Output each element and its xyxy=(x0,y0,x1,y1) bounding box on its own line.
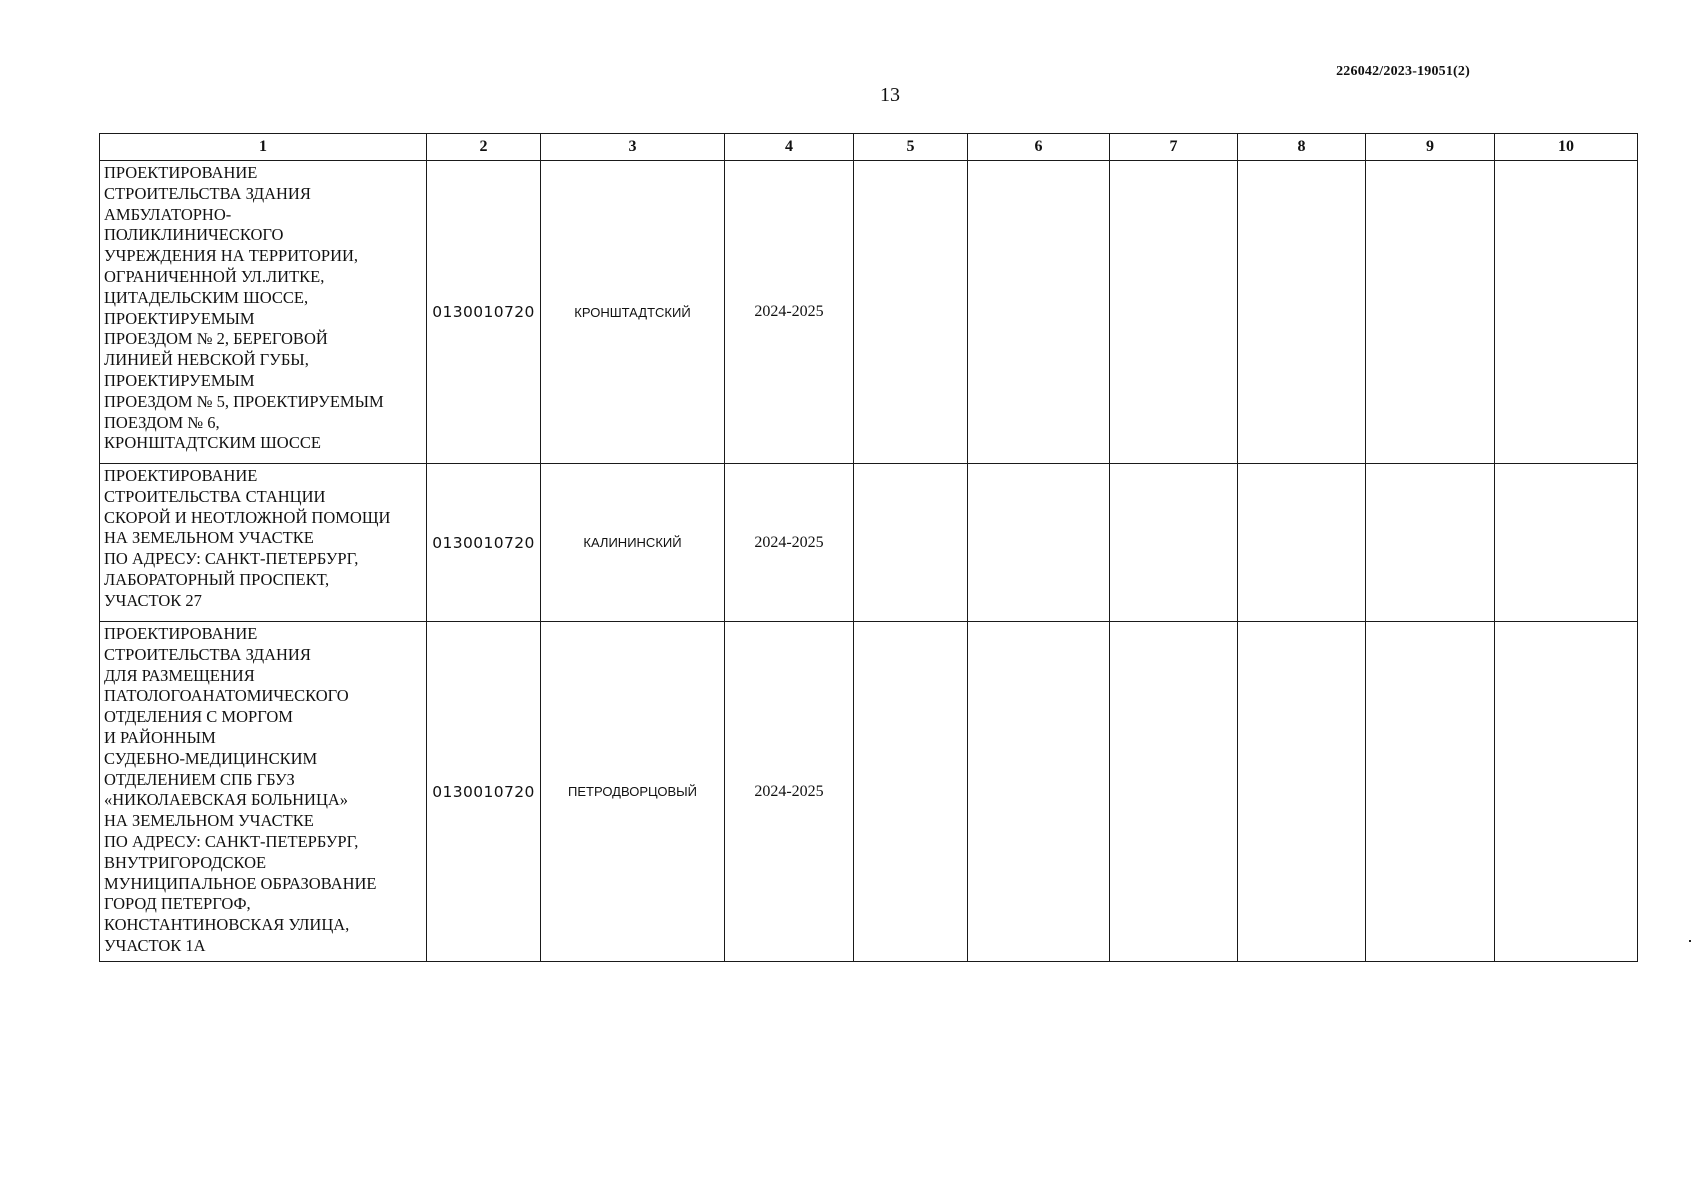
table-header-row xyxy=(100,134,1638,161)
empty-cell xyxy=(1495,464,1638,622)
column-header: 7 xyxy=(1110,134,1238,161)
period-cell: 2024-2025 xyxy=(725,464,854,622)
empty-cell xyxy=(1495,161,1638,464)
document-id: 226042/2023-19051(2) xyxy=(1336,64,1470,79)
budget-code-cell: 0130010720 xyxy=(427,464,541,622)
empty-cell xyxy=(854,161,968,464)
empty-cell xyxy=(1238,464,1366,622)
empty-cell xyxy=(1366,464,1495,622)
project-name-cell: ПРОЕКТИРОВАНИЕ СТРОИТЕЛЬСТВА СТАНЦИИ СКОРОЙ И НЕОТЛОЖНОЙ ПОМОЩИ НА ЗЕМЕЛЬНОМ УЧАСТКЕ ПО АДРЕСУ: САНКТ-ПЕТЕРБУРГ, ЛАБОРАТОРНЫЙ ПРОСПЕКТ, УЧАСТОК 27 xyxy=(100,464,427,622)
project-name-cell: ПРОЕКТИРОВАНИЕ СТРОИТЕЛЬСТВА ЗДАНИЯ АМБУЛАТОРНО- ПОЛИКЛИНИЧЕСКОГО УЧРЕЖДЕНИЯ НА ТЕРРИТОРИИ, ОГРАНИЧЕННОЙ УЛ.ЛИТКЕ, ЦИТАДЕЛЬСКИМ ШОССЕ, ПРОЕКТИРУЕМЫМ ПРОЕЗДОМ № 2, БЕРЕГОВОЙ ЛИНИЕЙ НЕВСКОЙ ГУБЫ, ПРОЕКТИРУЕМЫМ ПРОЕЗДОМ № 5, ПРОЕКТИРУЕМЫМ ПОЕЗДОМ № 6, КРОНШТАДТСКИМ ШОССЕ xyxy=(100,161,427,464)
empty-cell xyxy=(968,161,1110,464)
column-header: 10 xyxy=(1495,134,1638,161)
empty-cell xyxy=(854,464,968,622)
column-header: 2 xyxy=(427,134,541,161)
table-row xyxy=(100,464,1638,622)
column-header: 3 xyxy=(541,134,725,161)
district-cell: КРОНШТАДТСКИЙ xyxy=(541,161,725,464)
period-cell: 2024-2025 xyxy=(725,161,854,464)
empty-cell xyxy=(968,622,1110,962)
empty-cell xyxy=(854,622,968,962)
column-header: 6 xyxy=(968,134,1110,161)
column-header: 8 xyxy=(1238,134,1366,161)
empty-cell xyxy=(1110,161,1238,464)
empty-cell xyxy=(1366,161,1495,464)
district-cell: КАЛИНИНСКИЙ xyxy=(541,464,725,622)
table-row xyxy=(100,161,1638,464)
district-cell: ПЕТРОДВОРЦОВЫЙ xyxy=(541,622,725,962)
scan-mark xyxy=(1689,940,1691,942)
budget-code-cell: 0130010720 xyxy=(427,622,541,962)
budget-code-cell: 0130010720 xyxy=(427,161,541,464)
column-header: 5 xyxy=(854,134,968,161)
empty-cell xyxy=(1110,464,1238,622)
table-row xyxy=(100,622,1638,962)
column-header: 9 xyxy=(1366,134,1495,161)
column-header: 1 xyxy=(100,134,427,161)
empty-cell xyxy=(1366,622,1495,962)
period-cell: 2024-2025 xyxy=(725,622,854,962)
column-header: 4 xyxy=(725,134,854,161)
empty-cell xyxy=(1110,622,1238,962)
empty-cell xyxy=(1238,622,1366,962)
empty-cell xyxy=(1238,161,1366,464)
page-number: 13 xyxy=(880,84,900,106)
empty-cell xyxy=(968,464,1110,622)
project-name-cell: ПРОЕКТИРОВАНИЕ СТРОИТЕЛЬСТВА ЗДАНИЯ ДЛЯ РАЗМЕЩЕНИЯ ПАТОЛОГОАНАТОМИЧЕСКОГО ОТДЕЛЕНИЯ С МОРГОМ И РАЙОННЫМ СУДЕБНО-МЕДИЦИНСКИМ ОТДЕЛЕНИЕМ СПБ ГБУЗ «НИКОЛАЕВСКАЯ БОЛЬНИЦА» НА ЗЕМЕЛЬНОМ УЧАСТКЕ ПО АДРЕСУ: САНКТ-ПЕТЕРБУРГ, ВНУТРИГОРОДСКОЕ МУНИЦИПАЛЬНОЕ ОБРАЗОВАНИЕ ГОРОД ПЕТЕРГОФ, КОНСТАНТИНОВСКАЯ УЛИЦА, УЧАСТОК 1А xyxy=(100,622,427,962)
registry-table xyxy=(99,133,1638,962)
empty-cell xyxy=(1495,622,1638,962)
